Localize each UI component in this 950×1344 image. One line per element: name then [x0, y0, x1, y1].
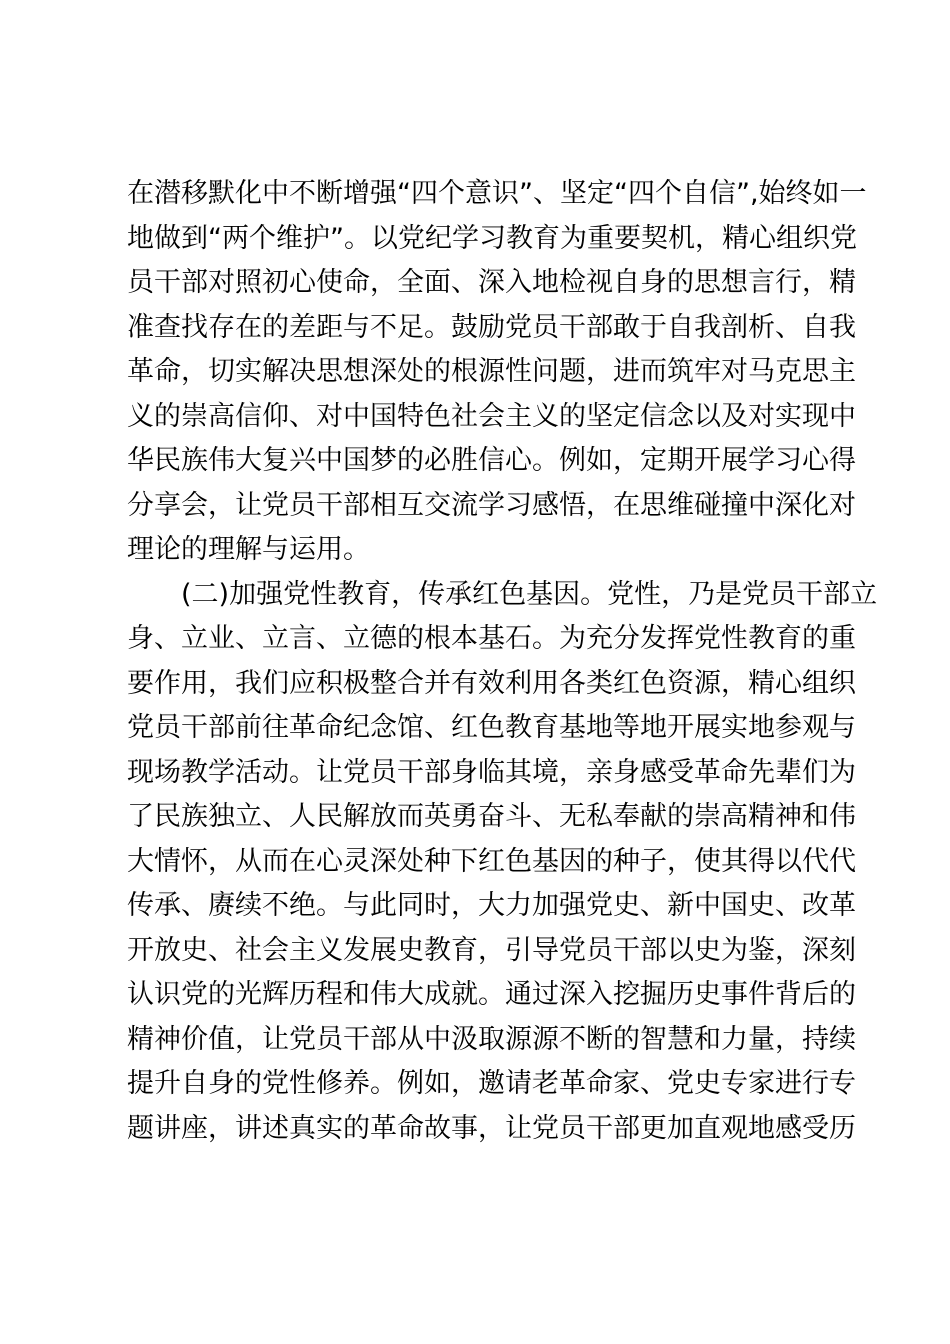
paragraph-2	[127, 573, 878, 1152]
text-line: 分享会，让党员干部相互交流学习感悟，在思维碰撞中深化对	[127, 489, 856, 521]
text-line: 义的崇高信仰、对中国特色社会主义的坚定信念以及对实现中	[127, 400, 856, 432]
text-line: 题讲座，讲述真实的革命故事，让党员干部更加直观地感受历	[127, 1112, 856, 1144]
text-line: 革命，切实解决思想深处的根源性问题，进而筑牢对马克思主	[127, 356, 856, 387]
text-line: 传承、赓续不绝。与此同时，大力加强党史、新中国史、改革	[127, 890, 856, 921]
text-line: 了民族独立、人民解放而英勇奋斗、无私奉献的崇高精神和伟	[127, 801, 856, 832]
text-line: 地做到“两个维护”。以党纪学习教育为重要契机，精心组织党	[127, 222, 857, 254]
text-line: 提升自身的党性修养。例如，邀请老革命家、党史专家进行专	[127, 1068, 856, 1099]
text-line: 员干部对照初心使命，全面、深入地检视自身的思想言行，精	[127, 267, 856, 298]
text-line: 理论的理解与运用。	[127, 534, 370, 565]
text-line: 华民族伟大复兴中国梦的必胜信心。例如，定期开展学习心得	[127, 445, 856, 476]
text-line: 在潜移默化中不断增强“四个意识”、坚定“四个自信”,始终如一	[127, 178, 867, 209]
text-line: 要作用，我们应积极整合并有效利用各类红色资源，精心组织	[127, 667, 856, 699]
document-body	[127, 172, 878, 1151]
text-line: 开放史、社会主义发展史教育，引导党员干部以史为鉴，深刻	[127, 934, 856, 966]
text-line: 大情怀，从而在心灵深处种下红色基因的种子，使其得以代代	[127, 845, 856, 877]
text-line: (二)加强党性教育，传承红色基因。党性，乃是党员干部立	[181, 578, 878, 610]
text-line: 现场教学活动。让党员干部身临其境，亲身感受革命先辈们为	[127, 756, 856, 788]
text-line: 精神价值，让党员干部从中汲取源源不断的智慧和力量，持续	[127, 1023, 856, 1055]
paragraph-1	[127, 172, 867, 573]
text-line: 身、立业、立言、立德的根本基石。为充分发挥党性教育的重	[127, 623, 856, 654]
text-line: 认识党的光辉历程和伟大成就。通过深入挖掘历史事件背后的	[127, 979, 856, 1010]
text-line: 党员干部前往革命纪念馆、红色教育基地等地开展实地参观与	[127, 712, 856, 743]
text-line: 准查找存在的差距与不足。鼓励党员干部敢于自我剖析、自我	[127, 311, 856, 343]
